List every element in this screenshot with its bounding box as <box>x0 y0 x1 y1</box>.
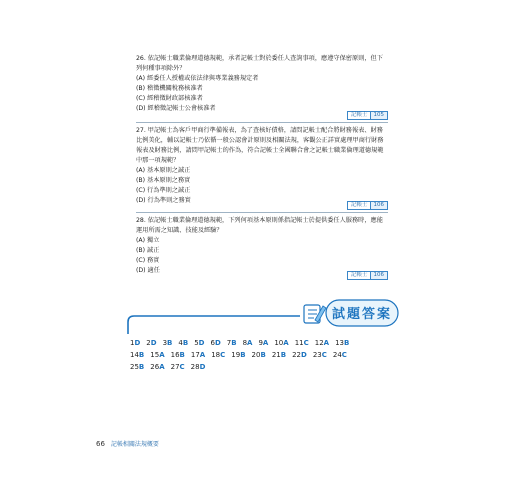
option-d: (D) 行為準則之務實 <box>136 197 191 204</box>
answer-item <box>227 338 237 348</box>
answer-item <box>258 338 268 348</box>
answer-item <box>194 338 204 348</box>
answer-letter: B <box>138 363 145 371</box>
question-28 <box>136 216 388 280</box>
option-c: (C) 行為準則之誠正 <box>136 187 191 194</box>
answer-letter: B <box>260 351 266 359</box>
page-footer <box>96 439 159 448</box>
divider <box>136 212 388 213</box>
answer-letter: C <box>179 363 185 371</box>
question-stem: 28. 依記帳士職業倫理道德規範，下列何項基本原則係指記帳士於提供委任人服務時，應能運用所需之知識、技能及經驗？ <box>136 217 383 234</box>
badge-label: 記帳士 <box>350 112 368 118</box>
answer-letter: A <box>262 339 269 347</box>
answer-number: 3 <box>162 339 168 347</box>
answer-number: 20 <box>251 351 261 359</box>
answer-number: 17 <box>190 351 200 359</box>
source-badge <box>347 111 388 120</box>
answer-letter: B <box>280 351 287 359</box>
answer-letter: C <box>303 339 309 347</box>
answer-item <box>313 350 327 360</box>
answer-item <box>315 338 329 348</box>
answer-item <box>146 338 156 348</box>
answer-number: 16 <box>170 351 180 359</box>
answer-number: 2 <box>146 339 151 347</box>
option-a: (A) 基本原則之誠正 <box>136 167 191 174</box>
answer-letter: C <box>341 351 347 359</box>
option-d: (D) 經稽徵記帳士公會核准者 <box>136 105 216 112</box>
answer-number: 25 <box>130 363 139 371</box>
question-stem: 27. 甲記帳士為客戶甲商行準備報表，為了查核好債格，請問記帳士配合將財務報表、財務比例美化，輔以記帳士乃依循一般公認會計原則及相關法規，客觀公正詳實處理甲商行財務報表及財務比例，請問甲記帳士的作為，符合記帳士全國聯合會之記帳士職業倫理道德規範中那一項規範？ <box>136 127 384 164</box>
answer-item <box>243 338 253 348</box>
answer-item <box>231 350 245 360</box>
answer-number: 5 <box>194 339 199 347</box>
answer-letter: A <box>283 339 289 347</box>
answer-item <box>130 362 144 372</box>
answer-item <box>252 350 266 360</box>
answer-item <box>292 350 307 360</box>
answer-number: 28 <box>190 363 200 371</box>
answer-letter: B <box>344 339 350 347</box>
answer-number: 14 <box>130 351 139 359</box>
answer-letter: B <box>167 339 173 347</box>
answer-number: 11 <box>294 339 304 347</box>
answer-item <box>335 338 349 348</box>
answer-letter: B <box>231 339 237 347</box>
answer-number: 23 <box>312 351 322 359</box>
answer-item <box>171 362 185 372</box>
option-d: (D) 適任 <box>136 267 160 274</box>
answer-letter: D <box>301 351 307 359</box>
answer-item <box>191 362 206 372</box>
answer-letter: B <box>240 351 246 359</box>
pencil-icon <box>304 305 326 323</box>
answer-item <box>295 338 309 348</box>
answer-number: 27 <box>170 363 180 371</box>
answer-letter: B <box>179 351 185 359</box>
answer-item <box>210 338 220 348</box>
answer-letter: A <box>247 339 253 347</box>
answer-row-1 <box>130 338 355 348</box>
badge-label: 記帳士 <box>350 272 368 278</box>
answer-item <box>272 350 286 360</box>
answer-number: 8 <box>242 339 248 347</box>
answer-number: 6 <box>210 339 215 347</box>
badge-year: 106 <box>370 202 388 209</box>
answer-number: 15 <box>150 351 160 359</box>
answer-letter: D <box>199 363 206 371</box>
option-b: (B) 誠正 <box>136 247 160 254</box>
book-title: 記帳相關法規概要 <box>110 441 159 448</box>
badge-year: 106 <box>370 272 388 279</box>
answer-row-2 <box>130 350 353 360</box>
answer-item <box>150 362 164 372</box>
source-badge <box>347 201 388 210</box>
answer-item <box>150 350 164 360</box>
answer-letter: A <box>199 351 206 359</box>
option-a: (A) 經委任人授權或依法律與專業義務規定者 <box>136 75 259 82</box>
page-number: 66 <box>96 440 105 448</box>
answer-number: 7 <box>226 339 232 347</box>
answer-item <box>211 350 225 360</box>
answer-letter: A <box>159 363 165 371</box>
option-b: (B) 基本原則之務實 <box>136 177 191 184</box>
source-badge <box>347 271 388 280</box>
answer-number: 10 <box>274 339 284 347</box>
answer-number: 4 <box>178 339 183 347</box>
answer-number: 24 <box>332 351 342 359</box>
answer-item <box>191 350 205 360</box>
answer-item <box>274 338 288 348</box>
option-c: (C) 務實 <box>136 257 160 264</box>
question-26 <box>136 54 388 120</box>
answer-number: 12 <box>314 339 324 347</box>
answer-letter: C <box>220 351 226 359</box>
answer-number: 21 <box>271 351 281 359</box>
answer-number: 22 <box>292 351 301 359</box>
answer-number: 1 <box>130 339 135 347</box>
answer-number: 13 <box>335 339 345 347</box>
option-c: (C) 經稽徵財政部核准者 <box>136 95 203 102</box>
answer-letter: B <box>138 351 145 359</box>
badge-year: 105 <box>370 112 388 119</box>
answer-item <box>178 338 188 348</box>
answer-letter: D <box>198 339 205 347</box>
answer-letter: D <box>134 339 141 347</box>
answer-item <box>171 350 185 360</box>
answer-item <box>130 350 144 360</box>
option-b: (B) 稽徵機關稅務核准者 <box>136 85 203 92</box>
answer-item <box>163 338 173 348</box>
answer-letter: C <box>321 351 327 359</box>
question-stem: 26. 依記帳士職業倫理道德規範，承者記帳士對於委任人查詢事項，應遵守保密原則，但下列何種事項除外？ <box>136 55 383 72</box>
answer-row-3 <box>130 362 211 372</box>
answer-number: 26 <box>150 363 160 371</box>
answer-item <box>130 338 140 348</box>
badge-label: 記帳士 <box>350 202 368 208</box>
answer-number: 9 <box>258 339 263 347</box>
answer-number: 18 <box>211 351 221 359</box>
answer-item <box>333 350 347 360</box>
answer-number: 19 <box>231 351 241 359</box>
answer-letter: A <box>159 351 165 359</box>
answer-letter: D <box>214 339 221 347</box>
option-a: (A) 獨立 <box>136 237 160 244</box>
answers-bracket-line <box>128 316 300 334</box>
answer-letter: A <box>323 339 330 347</box>
answers-title-badge <box>326 300 398 326</box>
answers-title: 試題答案 <box>331 307 393 322</box>
divider <box>136 122 388 123</box>
answer-letter: B <box>182 339 189 347</box>
answers-header-graphic <box>120 296 410 336</box>
answer-letter: D <box>150 339 157 347</box>
question-27 <box>136 126 388 210</box>
